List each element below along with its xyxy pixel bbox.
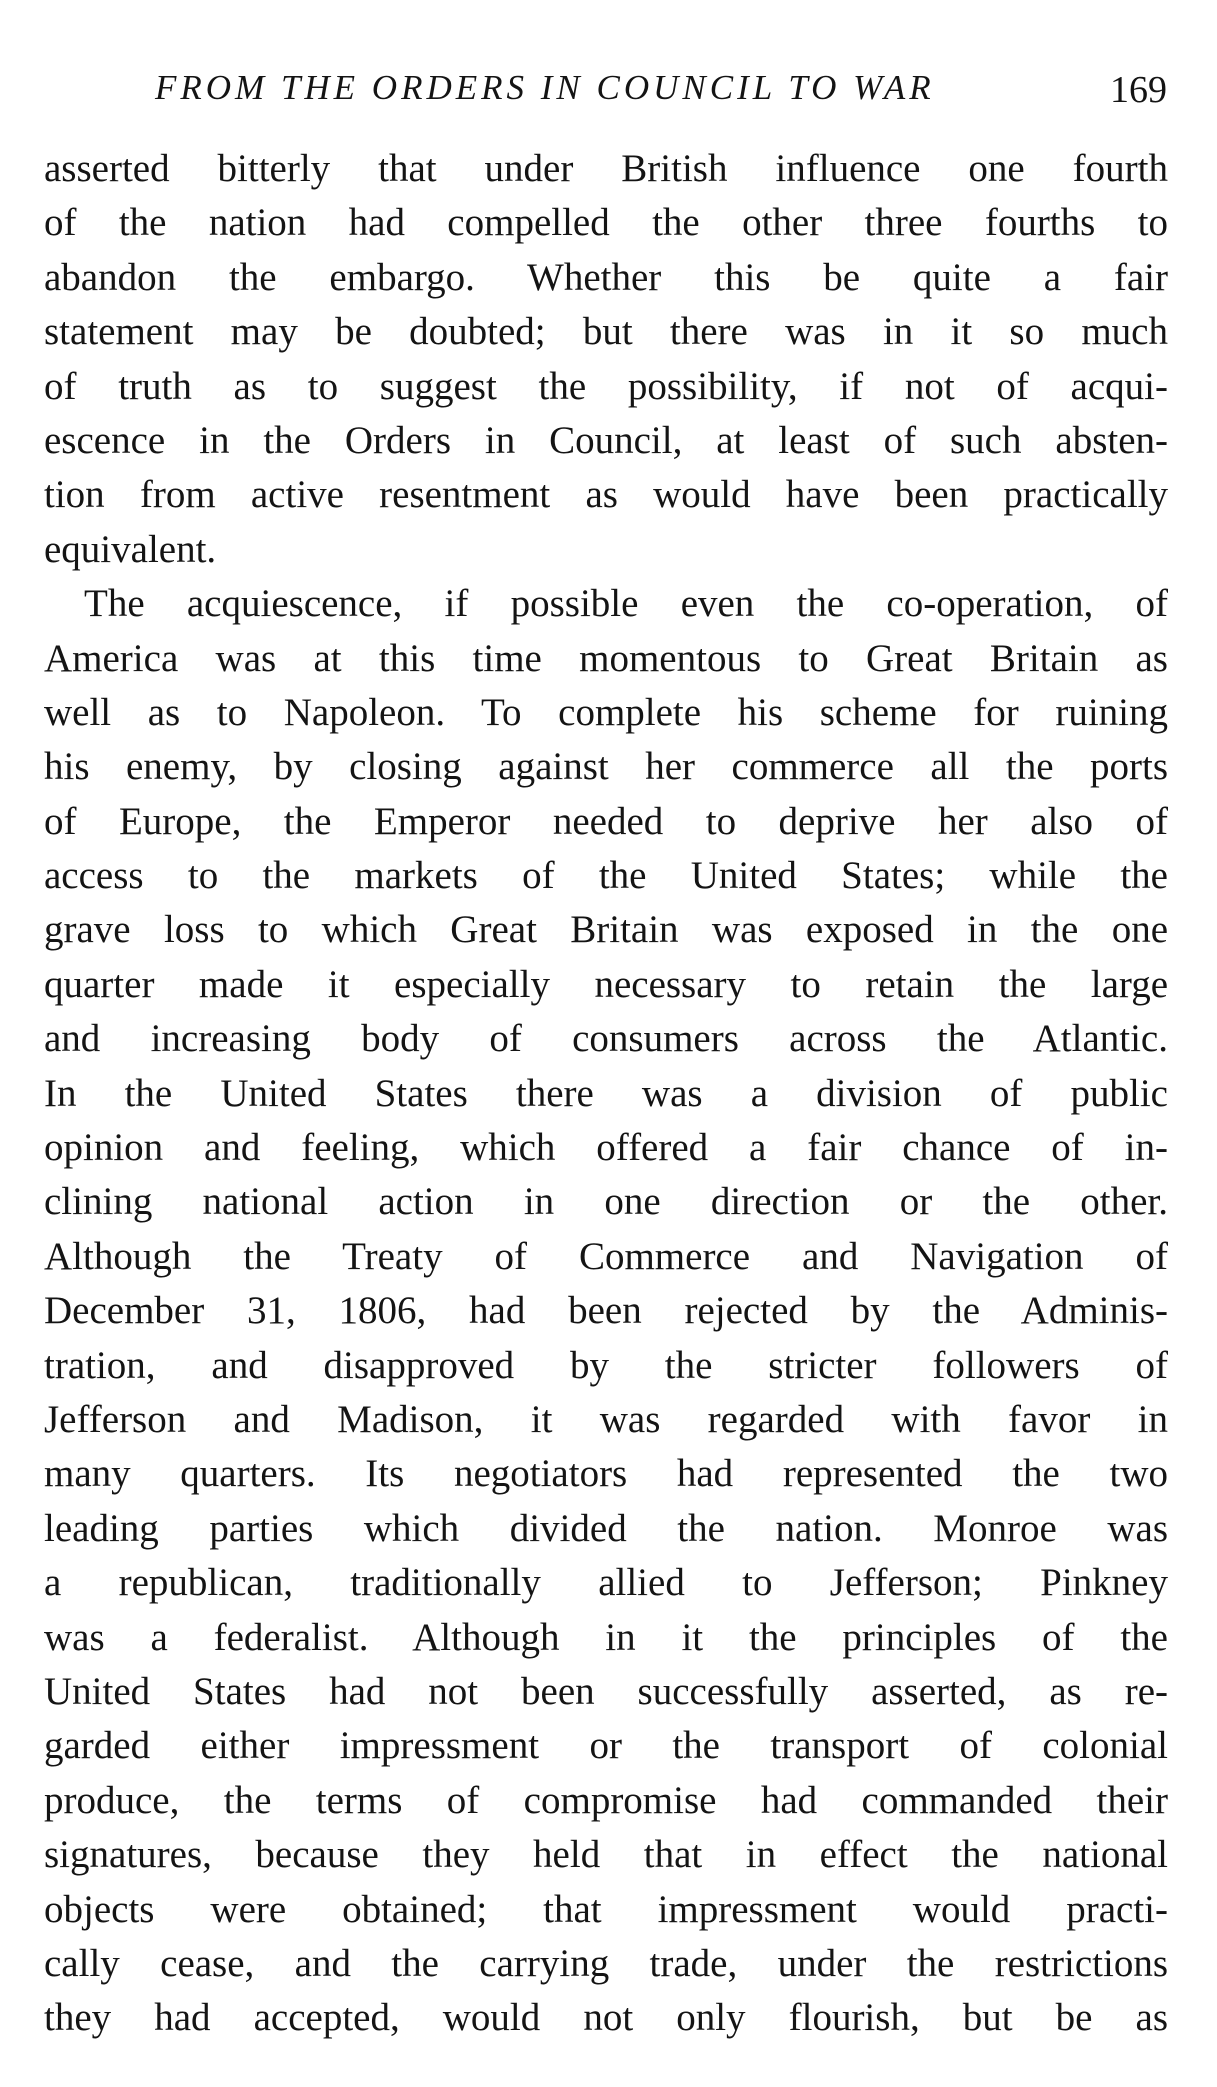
text-line: asserted bitterly that under British influence one fourth [44, 147, 1168, 190]
text-line: signatures, because they held that in effect the national [44, 1833, 1168, 1877]
running-title: FROM THE ORDERS IN COUNCIL TO WAR [155, 68, 935, 107]
paragraph [44, 577, 1168, 2046]
text-line: America was at this time momentous to Great Britain as [44, 636, 1168, 680]
text-line: garded either impressment or the transport of colonial [44, 1724, 1168, 1768]
text-line: and increasing body of consumers across the Atlantic. [44, 1017, 1168, 1061]
text-line: they had accepted, would not only flourish, but be as [44, 1996, 1168, 2040]
text-line: equivalent. [44, 527, 217, 571]
text-line: Jefferson and Madison, it was regarded with favor in [44, 1397, 1168, 1441]
text-line: of truth as to suggest the possibility, if not of acqui- [44, 364, 1168, 408]
text-line: statement may be doubted; but there was in it so much [44, 310, 1168, 354]
text-line: clining national action in one direction or the other. [44, 1180, 1168, 1224]
text-line: quarter made it especially necessary to retain the large [44, 962, 1168, 1006]
text-line: many quarters. Its negotiators had represented the two [44, 1452, 1168, 1496]
text-line: produce, the terms of compromise had commanded their [44, 1778, 1168, 1822]
text-line: a republican, traditionally allied to Jefferson; Pinkney [44, 1561, 1168, 1605]
text-line: abandon the embargo. Whether this be quite a fair [44, 255, 1168, 299]
text-line: The acquiescence, if possible even the co-operation, of [84, 582, 1168, 626]
text-line: his enemy, by closing against her commerce all the ports [44, 745, 1168, 789]
body-text [44, 142, 1168, 2046]
text-line: grave loss to which Great Britain was exposed in the one [44, 908, 1168, 952]
running-head [40, 60, 1177, 120]
text-line: escence in the Orders in Council, at least of such absten- [44, 418, 1168, 462]
text-line: tration, and disapproved by the stricter followers of [44, 1343, 1168, 1387]
text-line: opinion and feeling, which offered a fair chance of in- [44, 1126, 1168, 1170]
text-line: December 31, 1806, had been rejected by the Adminis- [44, 1289, 1168, 1333]
paragraph [44, 142, 1168, 577]
text-line: access to the markets of the United States; while the [44, 854, 1168, 898]
text-line: of Europe, the Emperor needed to deprive her also of [44, 799, 1168, 843]
text-line: cally cease, and the carrying trade, under the restrictions [44, 1941, 1168, 1985]
text-line: United States had not been successfully asserted, as re- [44, 1669, 1168, 1713]
text-line: leading parties which divided the nation. Monroe was [44, 1506, 1168, 1550]
text-line: Although the Treaty of Commerce and Navigation of [44, 1234, 1168, 1278]
text-line: In the United States there was a division of public [44, 1071, 1168, 1115]
text-line: objects were obtained; that impressment would practi- [44, 1887, 1168, 1931]
page-number: 169 [1110, 69, 1167, 111]
text-line: of the nation had compelled the other three fourths to [44, 201, 1168, 245]
text-line: tion from active resentment as would have been practically [44, 473, 1168, 517]
text-line: was a federalist. Although in it the principles of the [44, 1615, 1168, 1659]
text-line: well as to Napoleon. To complete his scheme for ruining [44, 690, 1168, 734]
